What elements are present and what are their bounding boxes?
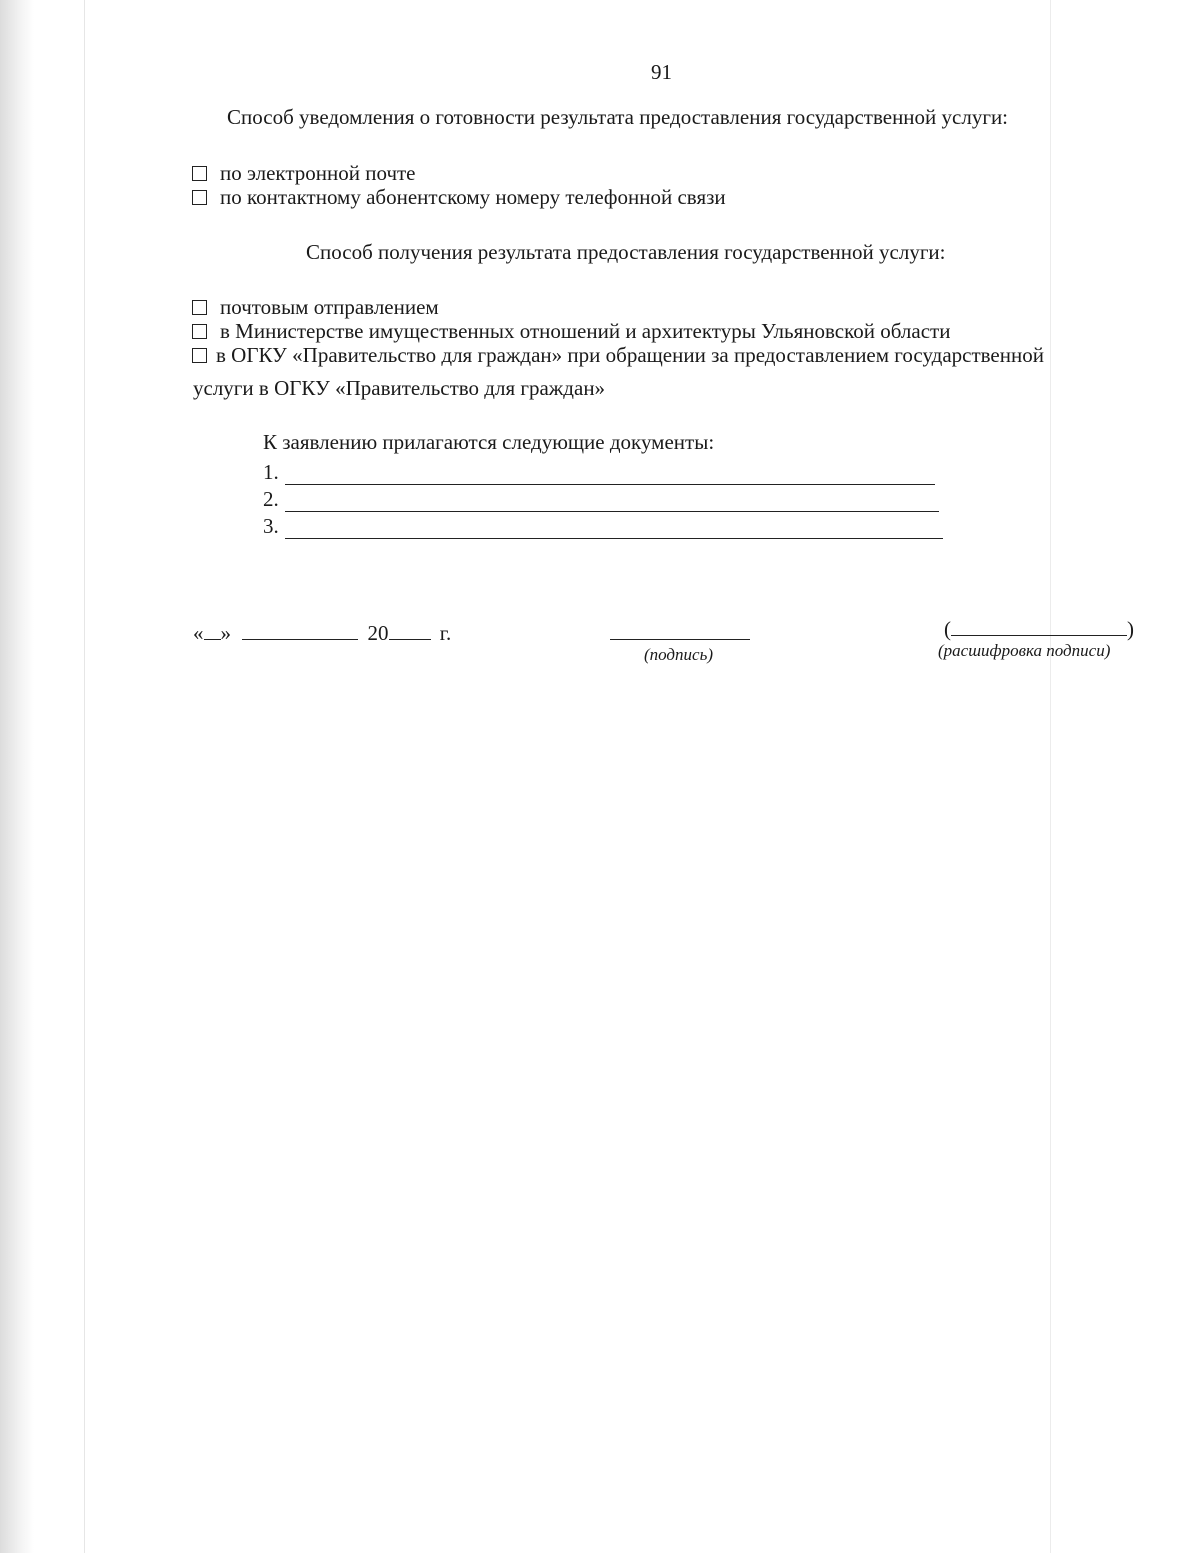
scan-edge-shadow (0, 0, 34, 1553)
checkbox-ogku[interactable] (192, 348, 207, 363)
receipt-option-ministry[interactable] (192, 318, 950, 344)
decode-open-paren: ( (944, 617, 951, 641)
receipt-option-ogku-continuation: услуги в ОГКУ «Правительство для граждан» (193, 376, 606, 400)
scan-margin-line (84, 0, 85, 1553)
year-suffix: г. (439, 621, 452, 645)
signature-decode-field[interactable] (944, 616, 1134, 642)
notification-option-phone-label: по контактному абонентскому номеру телефонной связи (220, 185, 726, 209)
attachment-number: 1. (263, 460, 279, 484)
receipt-option-mail[interactable] (192, 294, 439, 320)
signature-line[interactable] (610, 639, 750, 640)
notification-option-email[interactable] (192, 160, 416, 186)
notification-option-email-label: по электронной почте (220, 161, 416, 185)
checkbox-phone[interactable] (192, 190, 207, 205)
checkbox-mail[interactable] (192, 300, 207, 315)
attachment-input-line[interactable] (285, 493, 939, 512)
decode-blank[interactable] (951, 617, 1127, 636)
decode-close-paren: ) (1127, 617, 1134, 641)
notification-heading: Способ уведомления о готовности результата предоставления государственной услуги: (227, 105, 1009, 129)
checkbox-ministry[interactable] (192, 324, 207, 339)
attachment-input-line[interactable] (285, 466, 935, 485)
date-field[interactable] (193, 620, 451, 646)
attachment-row[interactable] (263, 486, 939, 512)
date-open-quote: « (193, 621, 204, 645)
date-close-quote: » (220, 621, 231, 645)
receipt-option-ogku[interactable] (192, 342, 1044, 368)
receipt-option-ogku-label: в ОГКУ «Правительство для граждан» при обращении за предоставлением государственной (216, 343, 1044, 367)
year-prefix: 20 (367, 621, 389, 645)
day-blank[interactable] (204, 621, 221, 640)
decode-caption: (расшифровка подписи) (938, 641, 1111, 660)
notification-option-phone[interactable] (192, 184, 726, 210)
attachments-heading: К заявлению прилагаются следующие документы: (263, 430, 715, 454)
attachment-row[interactable] (263, 513, 943, 539)
checkbox-email[interactable] (192, 166, 207, 181)
scan-margin-line-right (1050, 0, 1051, 1553)
receipt-option-mail-label: почтовым отправлением (220, 295, 439, 319)
signature-caption: (подпись) (644, 645, 713, 664)
page-number: 91 (651, 60, 672, 84)
year-blank[interactable] (389, 621, 431, 640)
attachment-number: 3. (263, 514, 279, 538)
receipt-option-ministry-label: в Министерстве имущественных отношений и архитектуры Ульяновской области (220, 319, 951, 343)
attachment-number: 2. (263, 487, 279, 511)
attachment-input-line[interactable] (285, 520, 943, 539)
receipt-heading: Способ получения результата предоставления государственной услуги: (306, 240, 946, 264)
month-blank[interactable] (242, 621, 358, 640)
attachment-row[interactable] (263, 459, 935, 485)
